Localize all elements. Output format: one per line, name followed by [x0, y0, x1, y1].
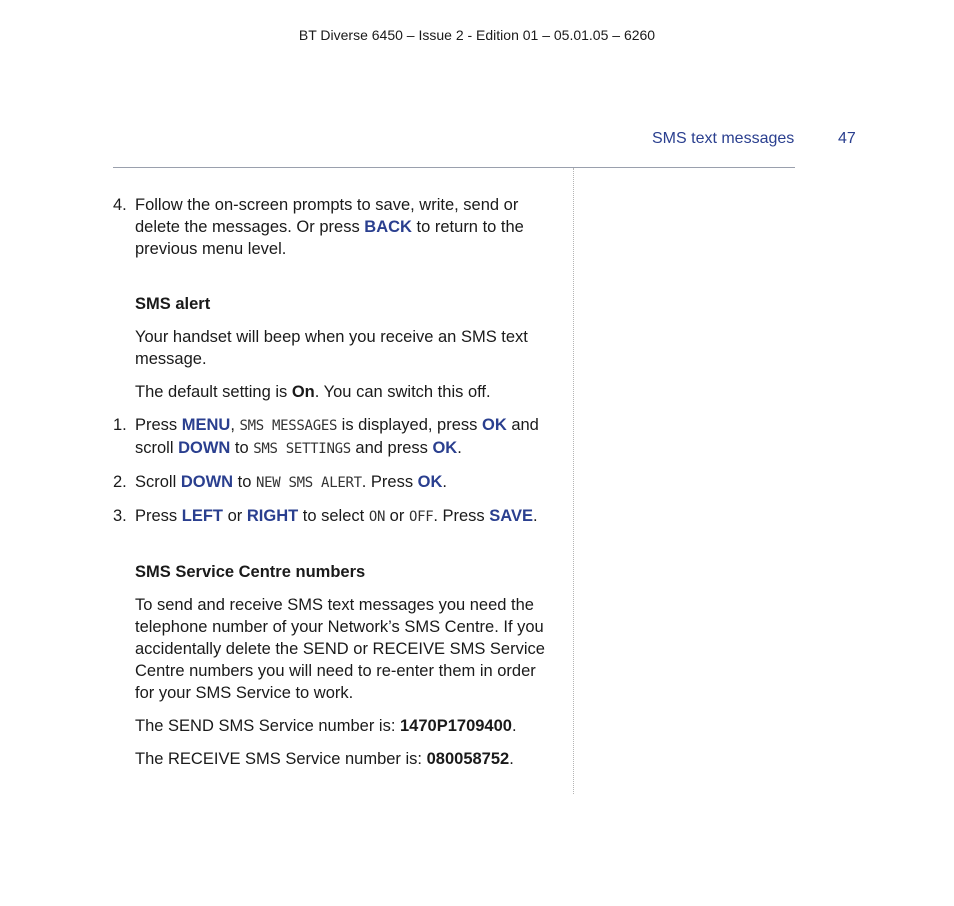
send-number-line	[135, 715, 553, 737]
page-number: 47	[838, 130, 856, 147]
send-service-number: 1470P1709400	[400, 717, 512, 735]
key-menu: MENU	[181, 416, 231, 434]
document-id: BT Diverse 6450 – Issue 2 - Edition 01 – 05.01.05 – 6260	[298, 27, 656, 43]
text: Scroll	[135, 473, 181, 491]
key-down: DOWN	[180, 473, 234, 491]
text: .	[509, 750, 514, 768]
sms-alert-step-1	[113, 414, 553, 460]
sms-alert-step-3	[113, 505, 553, 528]
display-new-sms-alert: NEW SMS ALERT	[256, 475, 362, 491]
text: and scroll	[135, 416, 539, 457]
step-4-return	[113, 194, 553, 260]
sms-alert-heading: SMS alert	[135, 295, 211, 313]
sms-alert-default	[135, 381, 553, 403]
step-text	[135, 194, 553, 260]
text: .	[442, 473, 447, 491]
step-text	[135, 471, 553, 494]
column-divider	[573, 168, 574, 794]
text: ,	[230, 416, 240, 434]
display-sms-messages: SMS MESSAGES	[239, 418, 338, 434]
text: .	[457, 439, 462, 457]
step-number: 2.	[113, 473, 127, 491]
text: or	[223, 507, 247, 525]
display-sms-settings: SMS SETTINGS	[253, 441, 351, 457]
text: and press	[350, 439, 433, 457]
service-centre-heading: SMS Service Centre numbers	[135, 563, 366, 581]
sms-alert-step-2	[113, 471, 553, 494]
sms-alert-description: Your handset will beep when you receive an SMS text message.	[135, 328, 528, 368]
section-title: SMS text messages	[652, 130, 795, 147]
display-on: ON	[368, 509, 386, 525]
step-number: 1.	[113, 416, 127, 434]
key-right: RIGHT	[246, 507, 299, 525]
step-text	[135, 414, 553, 460]
text: to	[230, 439, 254, 457]
text: . Press	[361, 473, 418, 491]
display-off: OFF	[408, 509, 434, 525]
text: Press	[135, 416, 182, 434]
receive-service-number: 080058752	[426, 750, 510, 768]
key-ok: OK	[432, 439, 458, 457]
text: The default setting is	[135, 383, 292, 401]
text: Press	[135, 507, 182, 525]
main-column	[113, 194, 553, 781]
key-ok: OK	[481, 416, 507, 434]
text: to	[233, 473, 257, 491]
text: to return to the previous menu level.	[135, 218, 524, 258]
text: Follow the on-screen prompts to save, write, send or delete the messages. Or press	[135, 196, 519, 236]
text: is displayed, press	[337, 416, 482, 434]
text: or	[385, 507, 409, 525]
service-centre-description: To send and receive SMS text messages you need the telephone number of your Network’s SMS Centre. If you accidentally delete the SEND or RECEIVE SMS Service Centre numbers you will need to re-enter them in order for your SMS Service to work.	[135, 596, 545, 702]
key-back: BACK	[364, 218, 412, 236]
text: . Press	[433, 507, 490, 525]
key-left: LEFT	[181, 507, 224, 525]
key-down: DOWN	[178, 439, 231, 457]
text: .	[511, 717, 517, 735]
text: .	[532, 507, 538, 525]
receive-number-line	[135, 748, 553, 770]
text: The SEND SMS Service number is:	[135, 717, 400, 735]
text: to select	[298, 507, 369, 525]
text: . You can switch this off.	[314, 383, 491, 401]
step-number: 4.	[113, 196, 127, 214]
default-value: On	[291, 383, 315, 401]
step-number: 3.	[113, 507, 127, 525]
step-text	[135, 505, 553, 528]
key-save: SAVE	[489, 507, 533, 525]
text: The RECEIVE SMS Service number is:	[135, 750, 427, 768]
header-rule	[113, 167, 795, 168]
key-ok: OK	[417, 473, 443, 491]
